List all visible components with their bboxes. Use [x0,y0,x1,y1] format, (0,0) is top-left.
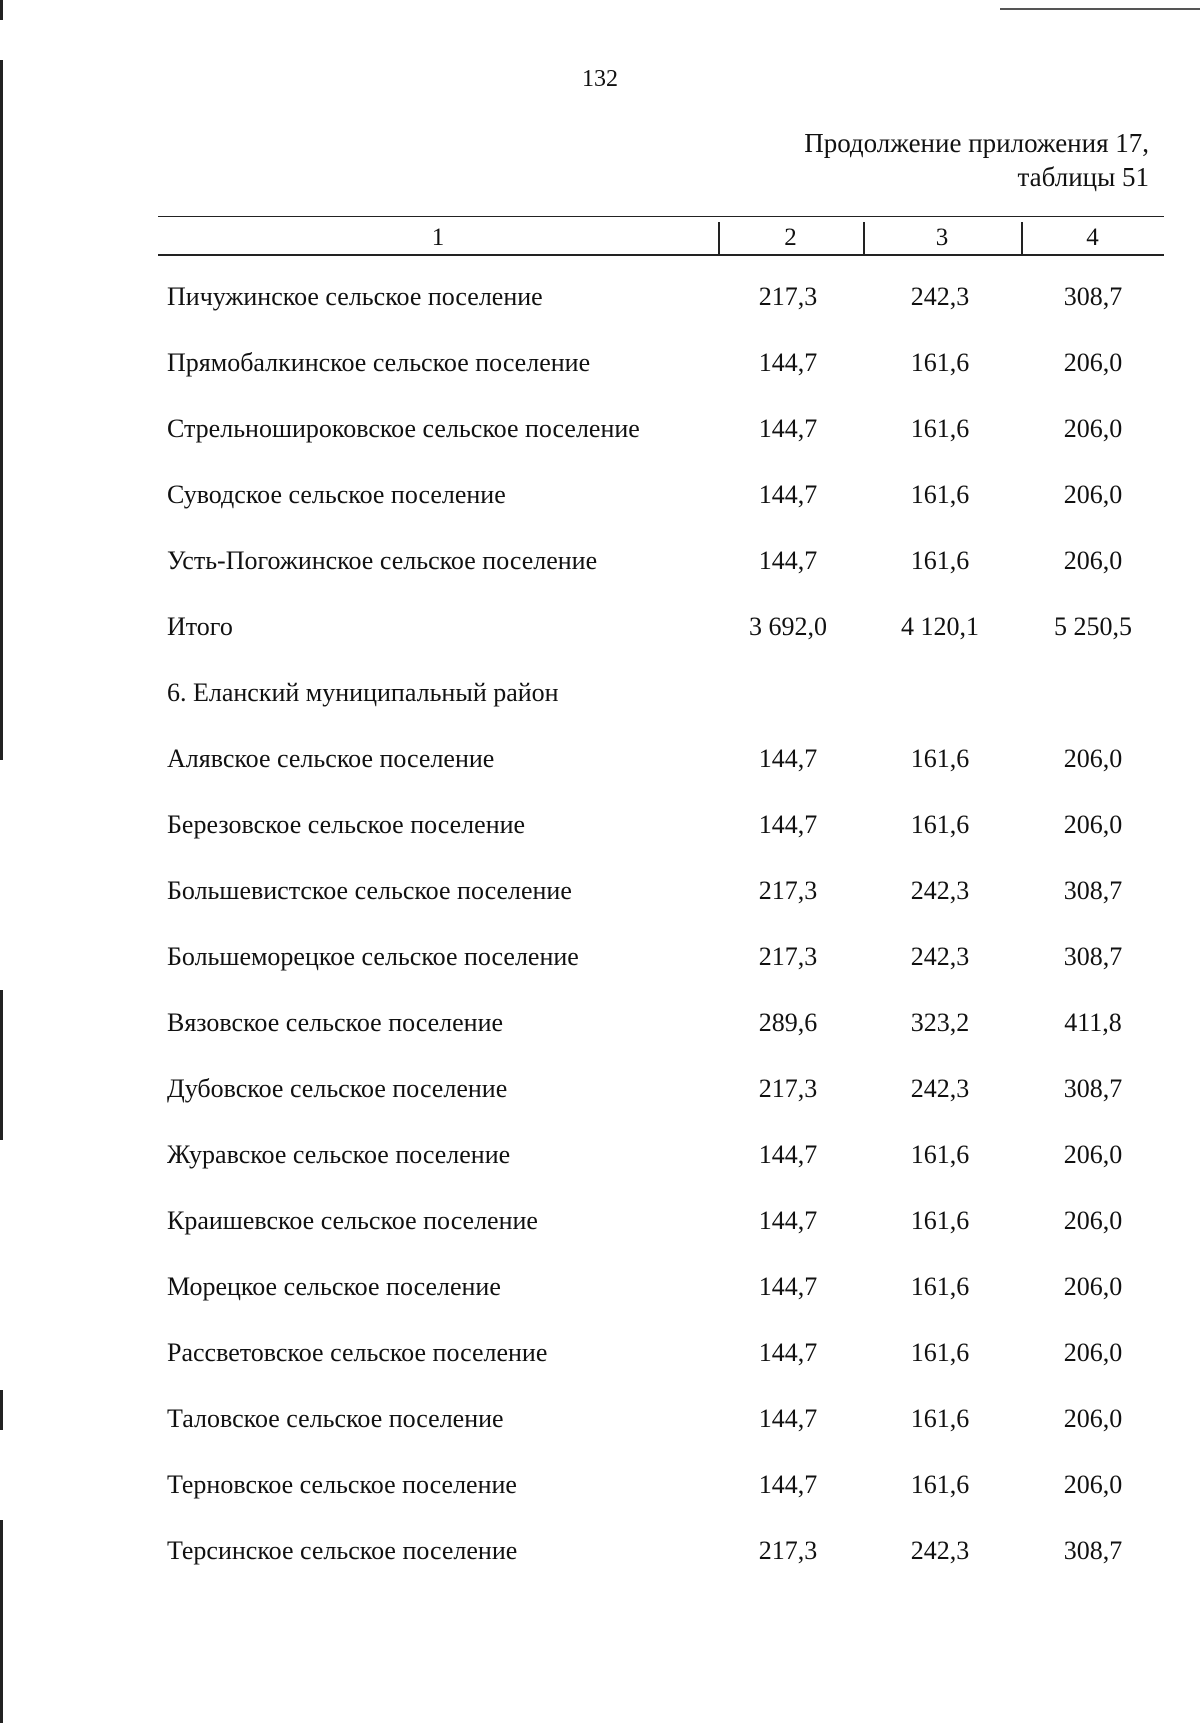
row-name: Прямобалкинское сельское поселение [167,348,591,377]
row-value-col-4: 308,7 [1063,876,1123,905]
continuation-note [804,126,1149,194]
row-value-col-4: 206,0 [1063,546,1123,575]
row-value-col-4: 411,8 [1064,1008,1122,1037]
row-name: Вязовское сельское поселение [167,1008,504,1037]
row-value-col-3: 161,6 [910,1206,970,1235]
row-name: Таловское сельское поселение [167,1404,504,1433]
row-value-col-3: 242,3 [910,1074,970,1103]
row-value-col-2: 144,7 [758,810,818,839]
row-value-col-3: 161,6 [910,1140,970,1169]
table-row [0,480,1200,520]
row-name: Терновское сельское поселение [167,1470,517,1499]
table-row [0,810,1200,850]
row-name: Рассветовское сельское поселение [167,1338,548,1367]
row-value-col-2: 144,7 [758,1404,818,1433]
row-name: Усть-Погожинское сельское поселение [167,546,598,575]
table-row [0,414,1200,454]
row-name: 6. Еланский муниципальный район [167,678,559,707]
row-name: Стрельношироковское сельское поселение [167,414,640,443]
row-name: Морецкое сельское поселение [167,1272,501,1301]
table-row [0,348,1200,388]
row-value-col-2: 217,3 [758,282,818,311]
row-value-col-4: 206,0 [1063,1272,1123,1301]
row-value-col-3: 323,2 [910,1008,970,1037]
table-row [0,282,1200,322]
row-value-col-3: 161,6 [910,1272,970,1301]
row-value-col-4: 206,0 [1063,1404,1123,1433]
table-row [0,876,1200,916]
row-name: Суводское сельское поселение [167,480,506,509]
table-row [0,1074,1200,1114]
row-value-col-3: 242,3 [910,1536,970,1565]
row-value-col-2: 144,7 [758,1206,818,1235]
row-value-col-3: 161,6 [910,348,970,377]
row-value-col-2: 3 692,0 [749,612,827,641]
row-value-col-2: 217,3 [758,1074,818,1103]
row-name: Дубовское сельское поселение [167,1074,508,1103]
row-name: Журавское сельское поселение [167,1140,511,1169]
row-value-col-4: 206,0 [1063,480,1123,509]
row-name: Терсинское сельское поселение [167,1536,518,1565]
row-value-col-3: 242,3 [910,942,970,971]
row-value-col-4: 5 250,5 [1054,612,1132,641]
table-header-rule-bottom [158,254,1164,256]
row-name: Краишевское сельское поселение [167,1206,538,1235]
table-row [0,546,1200,586]
row-value-col-3: 161,6 [910,810,970,839]
row-value-col-2: 144,7 [758,1338,818,1367]
row-name: Большеморецкое сельское поселение [167,942,579,971]
continuation-line-1: Продолжение приложения 17, [804,128,1149,158]
table-header-col-3: 3 [935,224,949,251]
row-value-col-2: 289,6 [758,1008,818,1037]
table-row [0,1272,1200,1312]
row-value-col-3: 161,6 [910,1338,970,1367]
row-value-col-4: 206,0 [1063,1206,1123,1235]
row-value-col-2: 217,3 [758,942,818,971]
scan-edge-top [1000,8,1200,10]
row-name: Итого [167,612,233,641]
table-row [0,1140,1200,1180]
row-value-col-4: 206,0 [1063,744,1123,773]
row-value-col-2: 144,7 [758,414,818,443]
table-header-col-4: 4 [1086,224,1099,251]
table-header-col-1: 1 [431,224,445,251]
row-value-col-2: 144,7 [758,546,818,575]
continuation-line-2: таблицы 51 [1017,162,1149,192]
row-value-col-4: 206,0 [1063,1338,1123,1367]
row-name: Пичужинское сельское поселение [167,282,543,311]
row-value-col-4: 308,7 [1063,282,1123,311]
row-value-col-3: 161,6 [910,414,970,443]
table-row [0,612,1200,652]
row-value-col-3: 4 120,1 [901,612,979,641]
row-value-col-2: 144,7 [758,744,818,773]
row-value-col-3: 242,3 [910,282,970,311]
row-value-col-2: 144,7 [758,480,818,509]
row-value-col-3: 242,3 [910,876,970,905]
row-name: Большевистское сельское поселение [167,876,572,905]
table-header-rule-top [158,216,1164,217]
row-value-col-4: 206,0 [1063,414,1123,443]
row-value-col-2: 144,7 [758,1470,818,1499]
row-value-col-3: 161,6 [910,1470,970,1499]
table-row [0,744,1200,784]
row-value-col-2: 217,3 [758,1536,818,1565]
table-row [0,1470,1200,1510]
row-value-col-3: 161,6 [910,546,970,575]
row-value-col-4: 308,7 [1063,1074,1123,1103]
row-value-col-4: 206,0 [1063,810,1123,839]
row-value-col-3: 161,6 [910,1404,970,1433]
table-row [0,1206,1200,1246]
row-value-col-4: 206,0 [1063,1140,1123,1169]
row-value-col-2: 144,7 [758,348,818,377]
table-row [0,942,1200,982]
row-value-col-4: 308,7 [1063,942,1123,971]
row-value-col-4: 206,0 [1063,1470,1123,1499]
table-row [0,1338,1200,1378]
page-number: 132 [582,66,618,92]
table-row [0,1536,1200,1576]
scan-edge-left [0,0,3,20]
row-value-col-4: 308,7 [1063,1536,1123,1565]
row-value-col-3: 161,6 [910,480,970,509]
row-value-col-2: 217,3 [758,876,818,905]
table-row [0,1008,1200,1048]
table-row [0,678,1200,718]
row-value-col-3: 161,6 [910,744,970,773]
table-row [0,1404,1200,1444]
table-header-col-2: 2 [784,224,797,251]
row-value-col-4: 206,0 [1063,348,1123,377]
row-name: Березовское сельское поселение [167,810,526,839]
scan-edge-left [0,60,3,760]
row-value-col-2: 144,7 [758,1140,818,1169]
row-name: Алявское сельское поселение [167,744,495,773]
row-value-col-2: 144,7 [758,1272,818,1301]
